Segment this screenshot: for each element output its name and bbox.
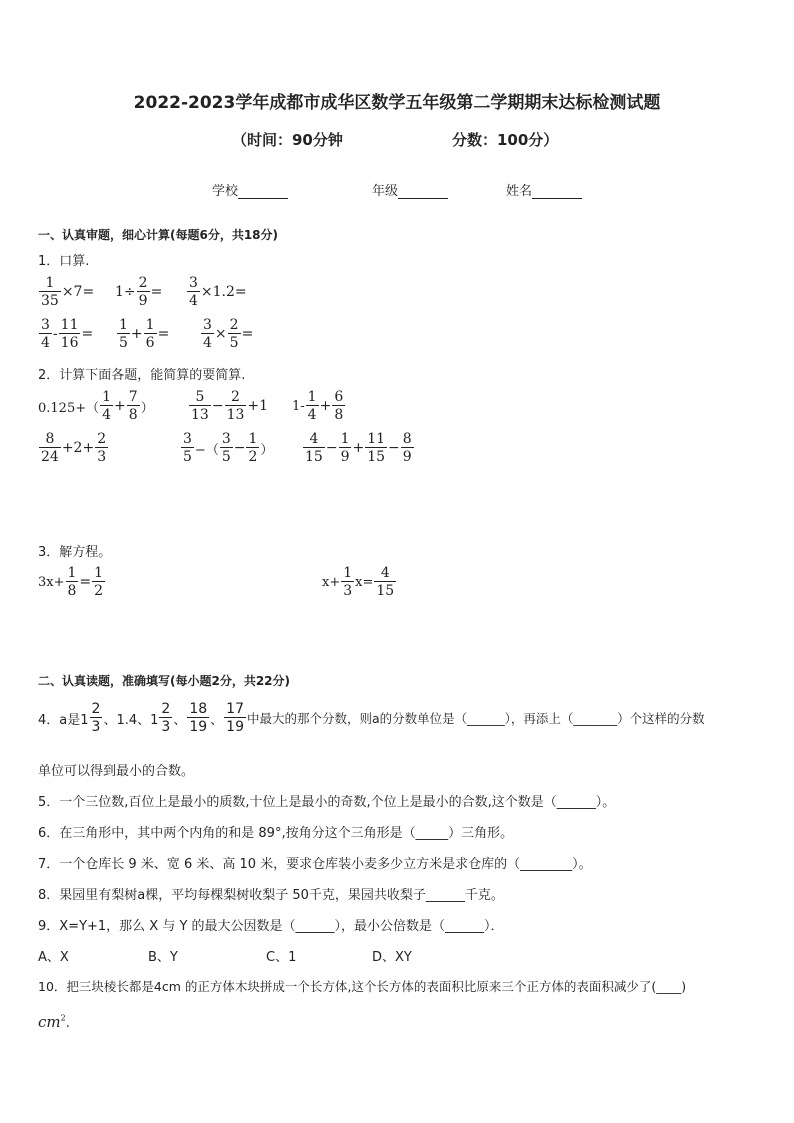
q3-equation-1: 3x+ $\frac{1}{8}$ = $\frac{1}{2}$ bbox=[38, 565, 104, 599]
q2-item-2: 5 13 − $\frac{2}{13}$ +1 bbox=[191, 389, 269, 423]
fraction: $\frac{7}{8}$ bbox=[128, 389, 138, 423]
q9-option-a: A、X bbox=[38, 950, 69, 965]
q4-line-2: 单位可以得到最小的合数。 bbox=[38, 764, 195, 779]
name-blank[interactable] bbox=[532, 185, 582, 199]
fraction: $\frac{6}{8}$ bbox=[334, 389, 344, 423]
q1-item-4: 3 4 - $\frac{11}{16}$ = bbox=[41, 317, 94, 351]
fraction: 1 4 bbox=[102, 389, 112, 423]
page-title: 2022-2023学年成都市成华区数学五年级第二学期期末达标检测试题 bbox=[133, 93, 661, 113]
fraction: $\frac{11}{15}$ bbox=[367, 431, 386, 465]
q1-item-2: 1÷ $\frac{2}{9}$ = bbox=[115, 275, 163, 309]
fraction: 3 5 bbox=[221, 431, 231, 465]
fraction: 17 19 bbox=[226, 701, 244, 735]
fraction: 3 4 bbox=[41, 317, 50, 351]
q10-unit: $cm^2$. bbox=[38, 1013, 70, 1031]
q10: 10．把三块棱长都是4cm 的正方体木块拼成一个长方体,这个长方体的表面积比原来三个正方体的表面积减少了(____) bbox=[38, 979, 687, 994]
fraction: $\frac{11}{16}$ bbox=[60, 317, 79, 351]
q2-item-4: 8 24 +2+ $\frac{2}{3}$ bbox=[41, 431, 107, 465]
q1-label: 1．口算. bbox=[38, 254, 90, 269]
fraction: $\frac{1}{2}$ bbox=[248, 431, 258, 465]
q9-option-c: C、1 bbox=[266, 950, 297, 965]
fraction: 18 19 bbox=[189, 701, 208, 735]
fraction: $\frac{2}{13}$ bbox=[226, 389, 245, 423]
fraction: $\frac{3}{4}$ bbox=[189, 275, 198, 309]
fraction: 2 3 bbox=[161, 701, 171, 735]
q2-item-1: 0.125+（ 1 4 + $\frac{7}{8}$ ） bbox=[38, 389, 154, 423]
q3-equation-2: x+ $\frac{1}{3}$ x= $\frac{4}{15}$ bbox=[322, 565, 395, 599]
fraction: $\frac{1}{9}$ bbox=[340, 431, 350, 465]
fraction: $\frac{8}{9}$ bbox=[402, 431, 412, 465]
fraction: $\frac{2}{3}$ bbox=[97, 431, 107, 465]
q1-item-1: $\frac{1}{35}$ ×7= bbox=[41, 275, 95, 309]
fraction: 5 13 bbox=[191, 389, 209, 423]
fraction: 1 4 bbox=[307, 389, 317, 423]
grade-field: 年级 bbox=[372, 180, 448, 199]
name-field: 姓名 bbox=[506, 180, 582, 199]
time-info: （时间：90分钟 bbox=[232, 131, 343, 149]
q8: 8．果园里有梨树a棵，平均每棵梨树收梨子 50千克，果园共收梨子______千克。 bbox=[38, 888, 504, 903]
q2-item-3: 1- 1 4 + $\frac{6}{8}$ bbox=[292, 389, 344, 423]
q3-label: 3．解方程。 bbox=[38, 545, 112, 560]
q2-label: 2．计算下面各题，能简算的要简算. bbox=[38, 368, 246, 383]
fraction: 2 3 bbox=[91, 701, 101, 735]
fraction: 1 5 bbox=[119, 317, 128, 351]
grade-blank[interactable] bbox=[398, 185, 448, 199]
fraction: $\frac{1}{3}$ bbox=[343, 565, 353, 599]
q2-item-6: 4 15 − $\frac{1}{9}$ + $\frac{11}{15}$ − $\frac{8}{9}$ bbox=[305, 431, 412, 465]
section2-heading: 二、认真读题，准确填写(每小题2分，共22分) bbox=[38, 674, 291, 688]
q4-line-1: 4．a是1 2 3 、1.4、1 2 3 、 18 19 、 17 19 中最大的那个分数，则a的分数单位是（______），再添上（_______）个这样的分数 bbox=[38, 701, 705, 735]
fraction: 4 15 bbox=[305, 431, 323, 465]
q9: 9．X=Y+1，那么 X 与 Y 的最大公因数是（______），最小公倍数是（______）． bbox=[38, 919, 504, 934]
q9-option-d: D、XY bbox=[372, 950, 412, 965]
school-blank[interactable] bbox=[238, 185, 288, 199]
fraction: $\frac{1}{35}$ bbox=[41, 275, 59, 309]
fraction: 8 24 bbox=[41, 431, 59, 465]
section1-heading: 一、认真审题，细心计算(每题6分，共18分) bbox=[38, 228, 279, 242]
q5: 5．一个三位数,百位上是最小的质数,十位上是最小的奇数,个位上是最小的合数,这个数是（______）。 bbox=[38, 795, 616, 810]
q1-item-3: $\frac{3}{4}$ ×1.2= bbox=[189, 275, 247, 309]
score-info: 分数：100分） bbox=[452, 131, 559, 149]
q9-option-b: B、Y bbox=[148, 950, 178, 965]
q1-item-5: 1 5 + $\frac{1}{6}$ = bbox=[119, 317, 170, 351]
fraction: 3 5 bbox=[183, 431, 192, 465]
fraction: $\frac{1}{8}$ bbox=[67, 565, 77, 599]
fraction: $\frac{1}{6}$ bbox=[145, 317, 155, 351]
fraction: $\frac{1}{2}$ bbox=[94, 565, 104, 599]
fraction: $\frac{4}{15}$ bbox=[376, 565, 395, 599]
q7: 7．一个仓库长 9 米、宽 6 米、高 10 米，要求仓库装小麦多少立方米是求仓库的（________）。 bbox=[38, 857, 592, 872]
q1-item-6: $\frac{3}{4}$ × $\frac{2}{5}$ = bbox=[203, 317, 254, 351]
q2-item-5: 3 5 −（ 3 5 − $\frac{1}{2}$ ） bbox=[183, 431, 274, 465]
fraction: $\frac{3}{4}$ bbox=[203, 317, 212, 351]
q6: 6．在三角形中，其中两个内角的和是 89°,按角分这个三角形是（_____）三角形。 bbox=[38, 826, 514, 841]
fraction: $\frac{2}{9}$ bbox=[138, 275, 148, 309]
school-field: 学校 bbox=[212, 180, 288, 199]
fraction: $\frac{2}{5}$ bbox=[229, 317, 239, 351]
